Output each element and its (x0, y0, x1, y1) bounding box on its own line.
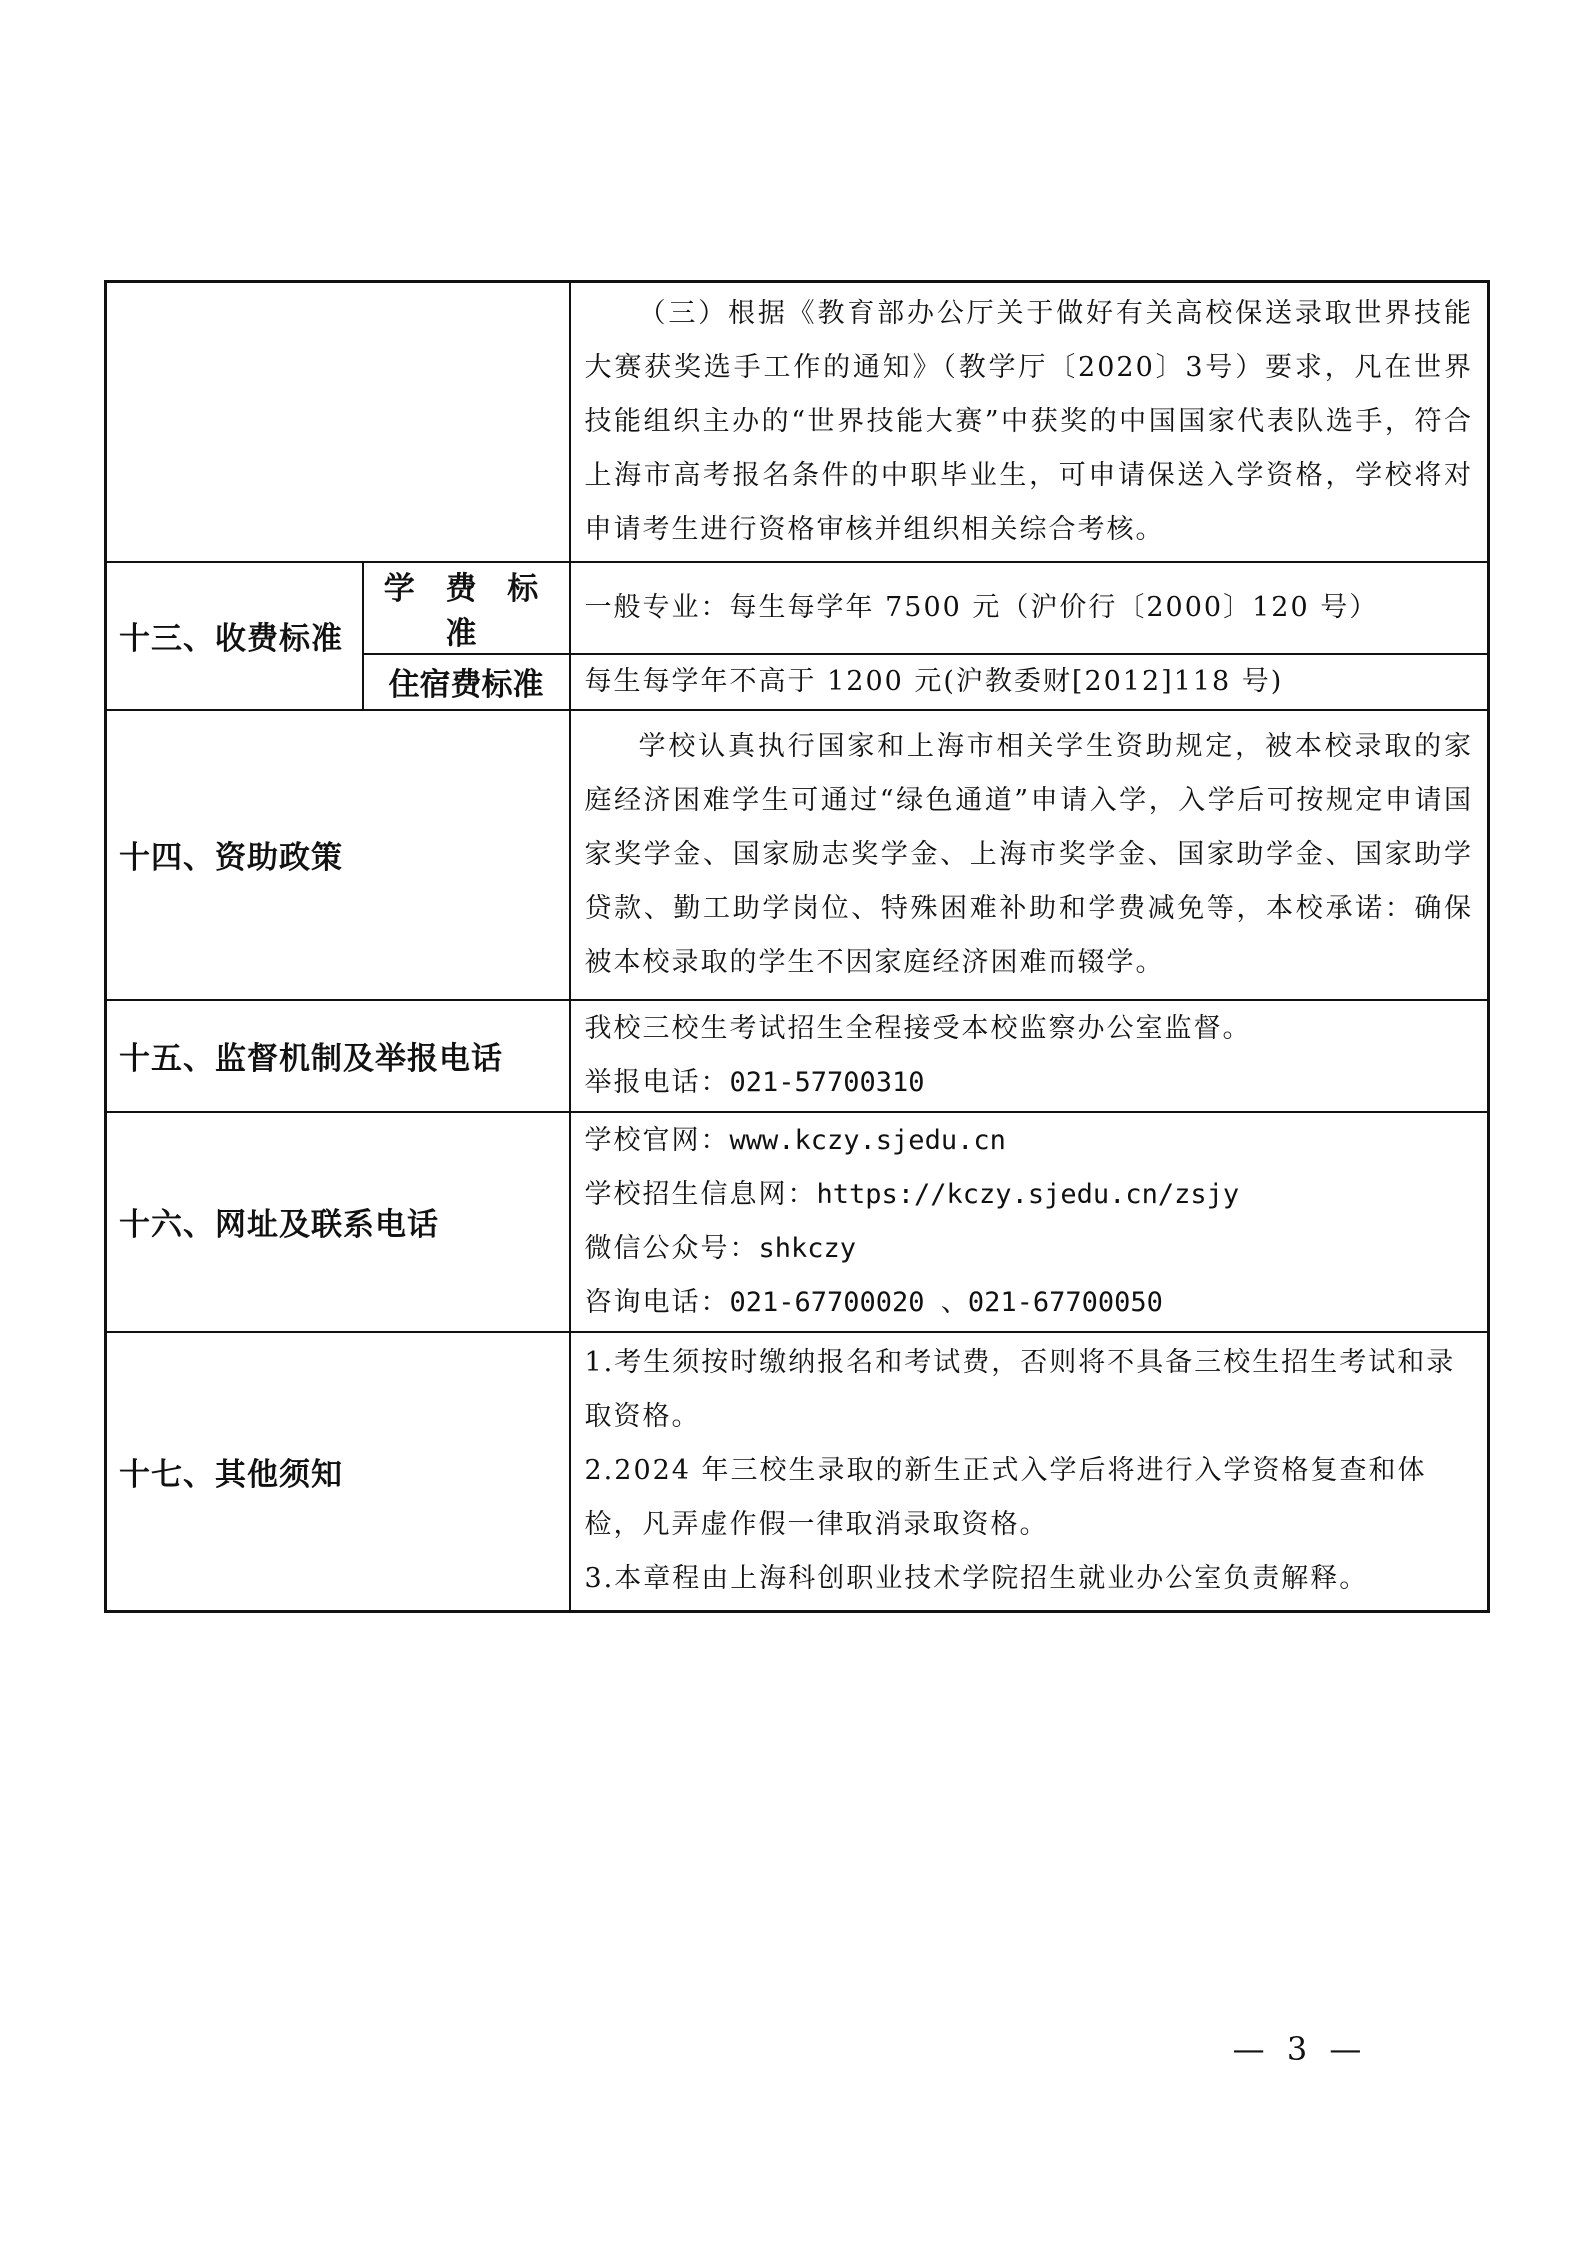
notes-item-2: 2.2024 年三校生录取的新生正式入学后将进行入学资格复查和体检，凡弄虚作假一律取消录取资格。 (584, 1455, 1427, 1541)
notes-cell (570, 1332, 1489, 1612)
report-phone-label: 举报电话： (584, 1066, 730, 1098)
supervision-cell (570, 1000, 1489, 1112)
notes-item-1: 1.考生须按时缴纳报名和考试费，否则将不具备三校生招生考试和录取资格。 (584, 1347, 1456, 1433)
page-number: — 3 — (1232, 2030, 1368, 2068)
wechat-value: shkczy (758, 1232, 857, 1264)
report-phone-line (585, 1056, 1474, 1110)
consult-phone-value: 021-67700020 、021-67700050 (729, 1286, 1163, 1318)
website-line (585, 1114, 1474, 1168)
consult-phone-label: 咨询电话： (584, 1286, 730, 1318)
website-link[interactable]: www.kczy.sjedu.cn (729, 1124, 1006, 1156)
supervision-line: 我校三校生考试招生全程接受本校监察办公室监督。 (584, 1012, 1252, 1044)
fees-heading: 十三、收费标准 (106, 562, 363, 710)
wechat-line (585, 1222, 1474, 1276)
admission-note-text: （三）根据《教育部办公厅关于做好有关高校保送录取世界技能大赛获奖选手工作的通知》（教学厅〔2020〕3号）要求，凡在世界技能组织主办的“世界技能大赛”中获奖的中国国家代表队选手，符合上海市高考报名条件的中职毕业生，可申请保送入学资格，学校将对申请考生进行资格审核并组织相关综合考核。 (584, 297, 1473, 545)
contact-heading: 十六、网址及联系电话 (106, 1112, 570, 1332)
admission-site-label: 学校招生信息网： (584, 1178, 817, 1210)
report-phone-value: 021-57700310 (729, 1066, 925, 1098)
table-row-tuition (106, 562, 1489, 654)
dorm-label: 住宿费标准 (363, 654, 570, 710)
tuition-text: 一般专业：每生每学年 7500 元（沪价行〔2000〕120 号） (570, 562, 1489, 654)
contact-cell (570, 1112, 1489, 1332)
admission-note-cell (570, 282, 1489, 562)
notes-item-3: 3.本章程由上海科创职业技术学院招生就业办公室负责解释。 (584, 1563, 1369, 1595)
dorm-text: 每生每学年不高于 1200 元(沪教委财[2012]118 号) (570, 654, 1489, 710)
website-label: 学校官网： (584, 1124, 730, 1156)
aid-heading: 十四、资助政策 (106, 710, 570, 1000)
aid-cell (570, 710, 1489, 1000)
table-row-aid (106, 710, 1489, 1000)
admission-rules-table (104, 280, 1490, 1613)
table-row-contact (106, 1112, 1489, 1332)
supervision-heading: 十五、监督机制及举报电话 (106, 1000, 570, 1112)
wechat-label: 微信公众号： (584, 1232, 759, 1264)
admission-site-link[interactable]: https://kczy.sjedu.cn/zsjy (816, 1178, 1240, 1210)
table-row-supervision (106, 1000, 1489, 1112)
notes-heading: 十七、其他须知 (106, 1332, 570, 1612)
table-row-notes (106, 1332, 1489, 1612)
admission-site-line (585, 1168, 1474, 1222)
consult-phone-line (585, 1276, 1474, 1330)
empty-heading-cell (106, 282, 570, 562)
table-row-admission-note (106, 282, 1489, 562)
tuition-label: 学 费 标 准 (363, 562, 570, 654)
aid-text: 学校认真执行国家和上海市相关学生资助规定，被本校录取的家庭经济困难学生可通过“绿色通道”申请入学，入学后可按规定申请国家奖学金、国家励志奖学金、上海市奖学金、国家助学金、国家助学贷款、勤工助学岗位、特殊困难补助和学费减免等，本校承诺：确保被本校录取的学生不因家庭经济困难而辍学。 (584, 730, 1473, 978)
